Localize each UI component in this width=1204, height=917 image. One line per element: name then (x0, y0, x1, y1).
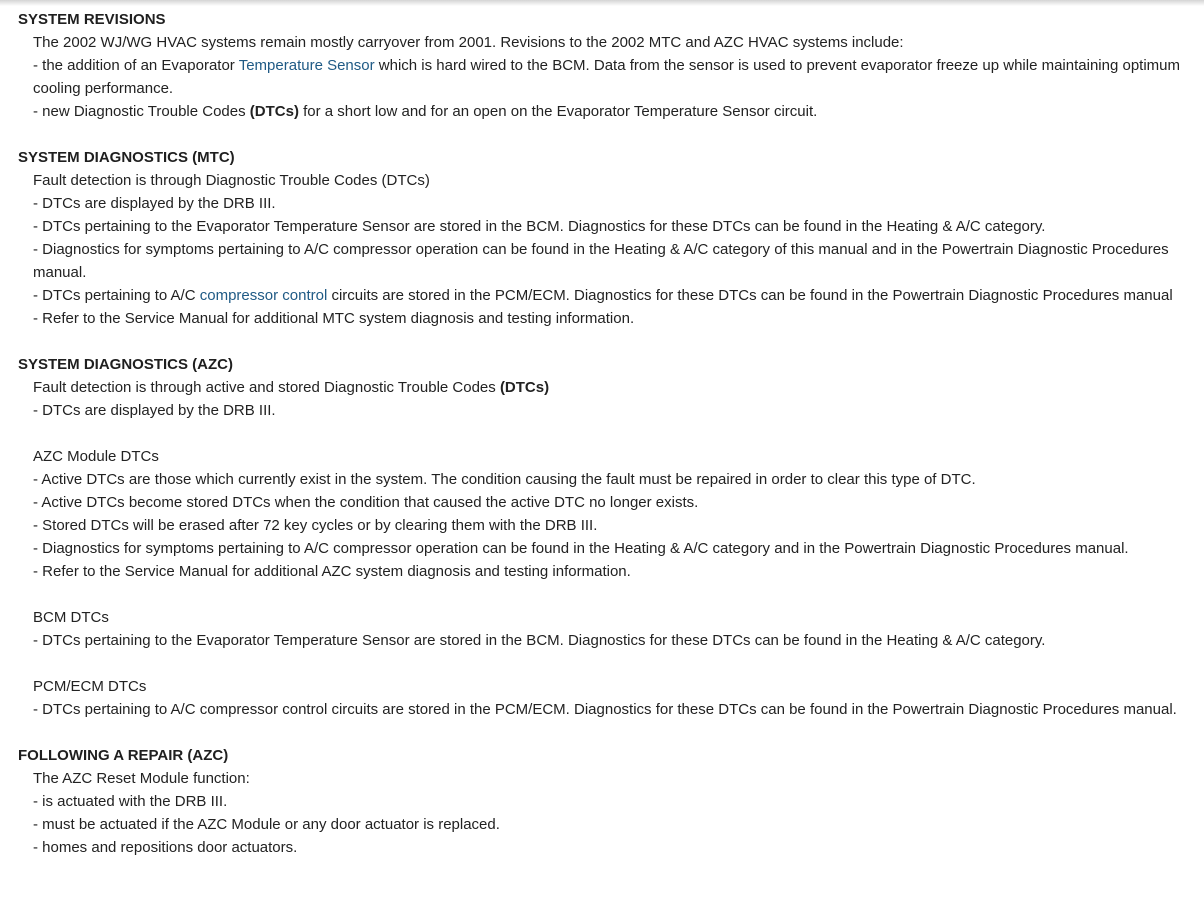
subsection-pcm-ecm-dtcs (18, 675, 1198, 721)
document-body (18, 8, 1198, 859)
section-heading: SYSTEM DIAGNOSTICS (AZC) (18, 356, 234, 373)
bullet-item: - is actuated with the DRB III. (33, 793, 228, 810)
section-heading: SYSTEM REVISIONS (18, 11, 166, 28)
bullet-text: for a short low and for an open on the Evaporator Temperature Sensor circuit. (298, 103, 818, 120)
bullet-text: circuits are stored in the PCM/ECM. Diagnostics for these DTCs can be found in the Powertrain Diagnostic Procedures manual (327, 287, 1173, 304)
compressor-control-link[interactable]: compressor control (199, 287, 328, 304)
bullet-item: - DTCs are displayed by the DRB III. (33, 195, 276, 212)
subsection-title: BCM DTCs (33, 609, 109, 626)
section-following-a-repair-azc (18, 744, 1198, 859)
bullet-item: - Diagnostics for symptoms pertaining to A/C compressor operation can be found in the Heating & A/C category of this manual and in the Powertrain Diagnostic Procedures manual. (33, 241, 1169, 281)
top-shadow (0, 0, 1204, 6)
bullet-text: - the addition of an Evaporator (33, 57, 239, 74)
bullet-item: - Refer to the Service Manual for additional MTC system diagnosis and testing information. (33, 310, 635, 327)
intro-text: Fault detection is through active and stored Diagnostic Trouble Codes (33, 379, 500, 396)
section-intro: The 2002 WJ/WG HVAC systems remain mostly carryover from 2001. Revisions to the 2002 MTC and AZC HVAC systems include: (33, 34, 904, 51)
subsection-title: AZC Module DTCs (33, 448, 159, 465)
temperature-sensor-link[interactable]: Temperature Sensor (238, 57, 375, 74)
bullet-item: - Active DTCs are those which currently exist in the system. The condition causing the fault must be repaired in order to clear this type of DTC. (33, 471, 976, 488)
bullet-item (18, 100, 1198, 123)
bullet-item (18, 54, 1198, 100)
bullet-text: - DTCs pertaining to A/C (33, 287, 200, 304)
bold-term: (DTCs) (499, 379, 550, 396)
subsection-title: PCM/ECM DTCs (33, 678, 147, 695)
bullet-item (18, 284, 1198, 307)
section-system-revisions (18, 8, 1198, 123)
bullet-item: - Active DTCs become stored DTCs when the condition that caused the active DTC no longer exists. (33, 494, 699, 511)
bullet-item: - DTCs pertaining to the Evaporator Temperature Sensor are stored in the BCM. Diagnostics for these DTCs can be found in the Heating & A/C category. (33, 218, 1046, 235)
bullet-text: - new Diagnostic Trouble Codes (33, 103, 250, 120)
bullet-item: - must be actuated if the AZC Module or any door actuator is replaced. (33, 816, 500, 833)
bullet-item: - Diagnostics for symptoms pertaining to A/C compressor operation can be found in the Heating & A/C category and in the Powertrain Diagnostic Procedures manual. (33, 540, 1129, 557)
bullet-item: - Refer to the Service Manual for additional AZC system diagnosis and testing information. (33, 563, 631, 580)
subsection-azc-module-dtcs (18, 445, 1198, 583)
bold-term: (DTCs) (249, 103, 299, 120)
bullet-item: - DTCs pertaining to A/C compressor control circuits are stored in the PCM/ECM. Diagnostics for these DTCs can be found in the Powertrain Diagnostic Procedures manual. (33, 701, 1177, 718)
section-intro: The AZC Reset Module function: (33, 770, 250, 787)
section-system-diagnostics-azc (18, 353, 1198, 721)
subsection-bcm-dtcs (18, 606, 1198, 652)
section-intro (18, 376, 1198, 399)
section-heading: FOLLOWING A REPAIR (AZC) (18, 747, 229, 764)
bullet-text: which is hard wired to the BCM. Data from the sensor is used to prevent evaporator freeze up while maintaining optimum cooling performance. (33, 57, 1180, 97)
bullet-item: - DTCs pertaining to the Evaporator Temperature Sensor are stored in the BCM. Diagnostics for these DTCs can be found in the Heating & A/C category. (33, 632, 1046, 649)
bullet-item: - homes and repositions door actuators. (33, 839, 298, 856)
bullet-item: - Stored DTCs will be erased after 72 key cycles or by clearing them with the DRB III. (33, 517, 598, 534)
section-system-diagnostics-mtc (18, 146, 1198, 330)
section-intro: Fault detection is through Diagnostic Trouble Codes (DTCs) (33, 172, 430, 189)
section-heading: SYSTEM DIAGNOSTICS (MTC) (18, 149, 235, 166)
bullet-item: - DTCs are displayed by the DRB III. (33, 402, 276, 419)
